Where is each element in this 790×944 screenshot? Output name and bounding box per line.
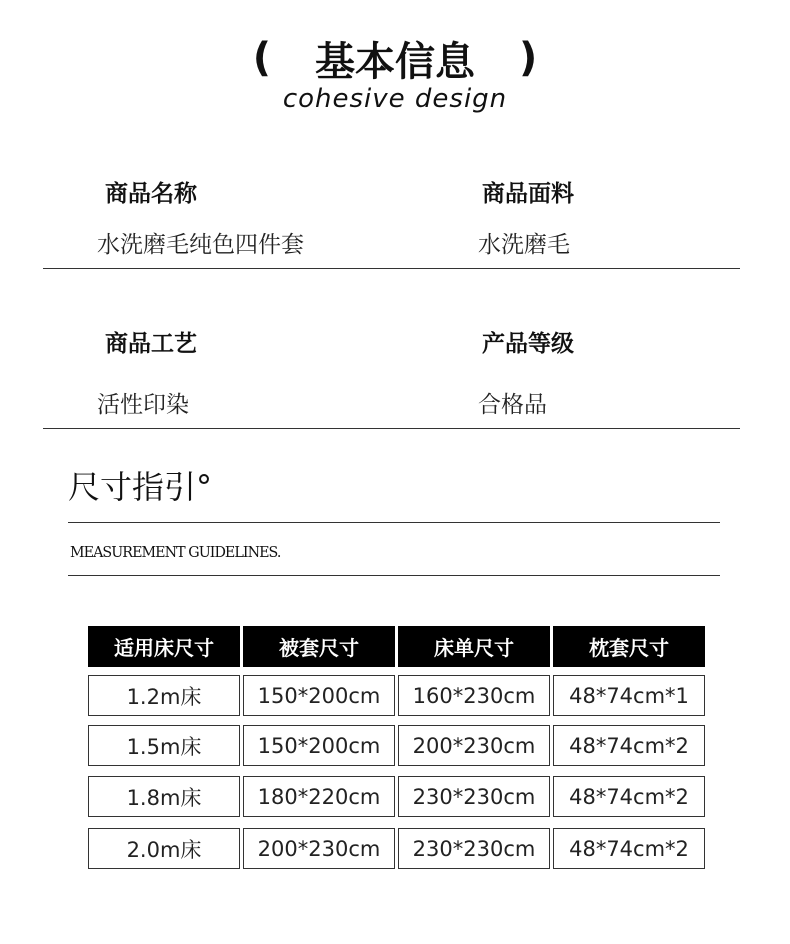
table-spacer xyxy=(88,716,705,725)
fabric-value: 水洗磨毛 xyxy=(478,232,570,258)
section-title xyxy=(0,28,790,88)
table-cell: 1.2m床 xyxy=(88,675,240,716)
table-cell: 48*74cm*1 xyxy=(553,675,705,716)
table-header-duvet-size: 被套尺寸 xyxy=(243,626,395,667)
size-guide-subtitle: MEASUREMENT GUIDELINES. xyxy=(70,543,281,561)
table-cell: 2.0m床 xyxy=(88,828,240,869)
table-spacer xyxy=(88,667,705,675)
product-name-value: 水洗磨毛纯色四件套 xyxy=(97,232,304,258)
divider xyxy=(68,522,720,523)
size-table xyxy=(88,626,705,869)
grade-label: 产品等级 xyxy=(482,331,574,357)
size-guide-title: 尺寸指引° xyxy=(68,468,213,506)
table-cell: 1.8m床 xyxy=(88,776,240,817)
table-cell: 200*230cm xyxy=(243,828,395,869)
divider xyxy=(43,428,740,429)
table-cell: 230*230cm xyxy=(398,776,550,817)
craft-label: 商品工艺 xyxy=(105,331,197,357)
table-spacer xyxy=(88,817,705,828)
table-cell: 48*74cm*2 xyxy=(553,725,705,766)
table-spacer xyxy=(88,766,705,776)
divider xyxy=(43,268,740,269)
table-cell: 180*220cm xyxy=(243,776,395,817)
table-cell: 150*200cm xyxy=(243,725,395,766)
table-cell: 160*230cm xyxy=(398,675,550,716)
table-header-pillowcase-size: 枕套尺寸 xyxy=(553,626,705,667)
table-cell: 48*74cm*2 xyxy=(553,828,705,869)
table-header-sheet-size: 床单尺寸 xyxy=(398,626,550,667)
table-cell: 48*74cm*2 xyxy=(553,776,705,817)
grade-value: 合格品 xyxy=(478,392,547,418)
close-paren: ) xyxy=(519,35,538,81)
title-text: 基本信息 xyxy=(315,38,475,85)
divider xyxy=(68,575,720,576)
table-cell: 230*230cm xyxy=(398,828,550,869)
table-header-bed-size: 适用床尺寸 xyxy=(88,626,240,667)
fabric-label: 商品面料 xyxy=(482,181,574,207)
product-name-label: 商品名称 xyxy=(105,181,197,207)
section-subtitle: cohesive design xyxy=(282,84,508,114)
open-paren: ( xyxy=(252,35,271,81)
craft-value: 活性印染 xyxy=(97,392,189,418)
table-cell: 150*200cm xyxy=(243,675,395,716)
table-cell: 1.5m床 xyxy=(88,725,240,766)
table-cell: 200*230cm xyxy=(398,725,550,766)
